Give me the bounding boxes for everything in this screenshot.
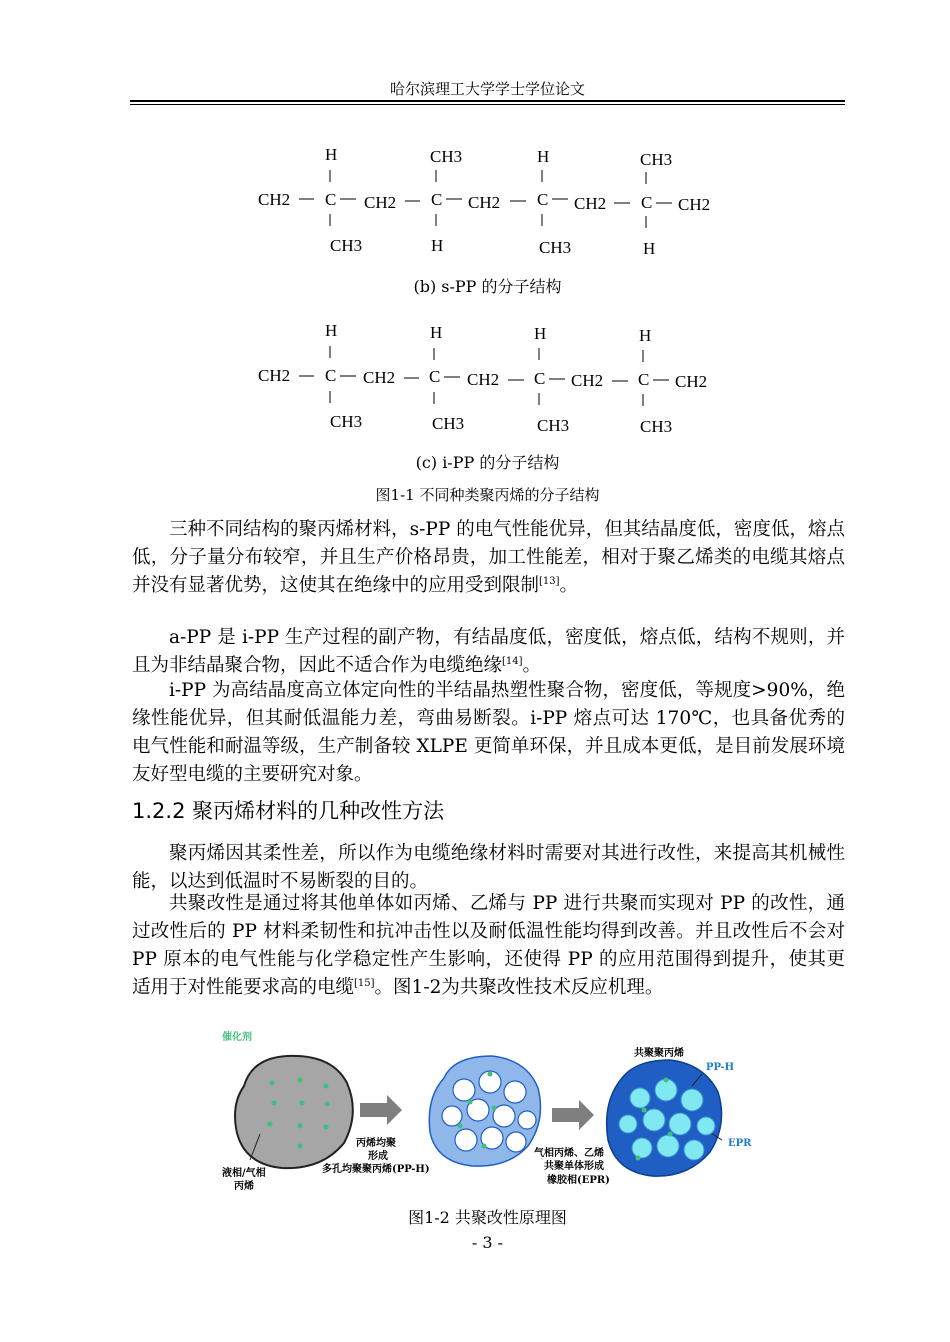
copolymer-mechanism-figure [222, 1028, 762, 1203]
i-pp-backbone-6: CH2 [571, 371, 604, 390]
i-pp-top-1: H [325, 321, 338, 340]
s-pp-top-4: CH3 [640, 150, 673, 169]
header-rule-thick [130, 100, 845, 102]
s-pp-caption: (b) s-PP 的分子结构 [413, 277, 562, 296]
i-pp-bottom-3: CH3 [537, 416, 570, 435]
pph-label: PP-H [706, 1062, 735, 1073]
s-pp-backbone-6: CH2 [574, 194, 607, 213]
i-pp-top-4: H [639, 326, 652, 345]
i-pp-top-2: H [430, 323, 443, 342]
paragraph-4 [132, 840, 845, 896]
s-pp-backbone-7: C [641, 193, 653, 212]
liquid-gas-label-2: 丙烯 [234, 1181, 254, 1192]
figure-1-2-caption: 图1-2 共聚改性原理图 [408, 1208, 567, 1227]
paragraph-4-text: 聚丙烯因其柔性差，所以作为电缆绝缘材料时需要对其进行改性，来提高其机械性能，以达到低温时不易断裂的目的。 [132, 843, 845, 892]
figure-1-1-caption: 图1-1 不同种类聚丙烯的分子结构 [375, 486, 600, 504]
s-pp-bottom-4: H [643, 239, 656, 258]
s-pp-backbone-4: CH2 [468, 193, 501, 212]
s-pp-top-1: H [325, 145, 338, 164]
i-pp-backbone-5: C [534, 369, 546, 388]
s-pp-backbone-5: C [537, 190, 549, 209]
paragraph-3-text: i-PP 为高结晶度高立体定向性的半结晶热塑性聚合物，密度低，等规度>90%，绝缘性能优异，但其耐低温能力差，弯曲易断裂。i-PP 熔点可达 170℃，也具备优秀的电气性能和耐温等级，生产制备较 XLPE 更简单环保，并且成本更低，是目前发展环境友好型电缆的主要研究对象。 [132, 680, 845, 785]
s-pp-top-3: H [537, 147, 550, 166]
paragraph-5-text: 共聚改性是通过将其他单体如丙烯、乙烯与 PP 进行共聚而实现对 PP 的改性，通过改性后的 PP 材料柔韧性和抗冲击性以及耐低温性能均得到改善。并且改性后不会对 PP 原本的电气性能与化学稳定性产生影响，还使得 PP 的应用范围得到提升，使其更适用于对性能要求高的电缆 [132, 893, 845, 998]
i-pp-backbone-3: C [429, 367, 441, 386]
catalyst-label: 催化剂 [222, 1032, 252, 1043]
paragraph-1-text: 三种不同结构的聚丙烯材料，s-PP 的电气性能优异，但其结晶度低，密度低，熔点低，分子量分布较窄，并且生产价格昂贵，加工性能差，相对于聚乙烯类的电缆其熔点并没有显著优势，这使其在绝缘中的应用受到限制 [132, 519, 845, 596]
s-pp-backbone-8: CH2 [678, 195, 711, 214]
i-pp-bottom-1: CH3 [330, 412, 363, 431]
paragraph-1-end: 。 [559, 575, 579, 596]
i-pp-structure [250, 316, 730, 436]
liquid-gas-label-1: 液相/气相 [222, 1168, 266, 1179]
i-pp-bottom-4: CH3 [640, 417, 673, 436]
arrow-2 [552, 1100, 594, 1130]
s-pp-bottom-1: CH3 [330, 236, 363, 255]
i-pp-backbone-2: CH2 [363, 368, 396, 387]
grey-particle [235, 1056, 353, 1168]
citation-15: [15] [354, 977, 375, 989]
s-pp-bottom-3: CH3 [539, 238, 572, 257]
s-pp-backbone-2: CH2 [364, 193, 397, 212]
s-pp-backbone-1: C [325, 190, 337, 209]
s-pp-backbone-0: CH2 [258, 190, 291, 209]
i-pp-backbone-1: C [325, 366, 337, 385]
paragraph-5-end: 。图1-2为共聚改性技术反应机理。 [374, 977, 664, 998]
copolymer-label: 共聚聚丙烯 [634, 1048, 684, 1059]
s-pp-structure [250, 140, 730, 260]
paragraph-5 [132, 890, 845, 1002]
paragraph-2-text: a-PP 是 i-PP 生产过程的副产物，有结晶度低，密度低，熔点低，结构不规则，并且为非结晶聚合物，因此不适合作为电缆绝缘 [132, 627, 845, 676]
i-pp-bottom-2: CH3 [432, 414, 465, 433]
arrow-2-label-1: 气相丙烯、乙烯 [534, 1148, 604, 1159]
section-heading: 1.2.2 聚丙烯材料的几种改性方法 [132, 799, 445, 823]
page-number: - 3 - [471, 1233, 504, 1252]
citation-14: [14] [502, 655, 523, 667]
arrow-2-label-3: 橡胶相(EPR) [547, 1175, 610, 1186]
arrow-1 [360, 1095, 402, 1125]
i-pp-caption: (c) i-PP 的分子结构 [415, 453, 560, 472]
header-rule-thin [130, 104, 845, 105]
s-pp-backbone-3: C [431, 190, 443, 209]
citation-13: [13] [539, 575, 560, 587]
i-pp-backbone-7: C [638, 370, 650, 389]
page-header: 哈尔滨理工大学学士学位论文 [389, 80, 585, 98]
arrow-1-label-2: 形成 [368, 1151, 388, 1162]
arrow-1-label-1: 丙烯均聚 [356, 1138, 396, 1149]
paragraph-2-end: 。 [522, 655, 542, 676]
i-pp-top-3: H [534, 324, 547, 343]
arrow-2-label-2: 共聚单体形成 [544, 1161, 604, 1172]
paragraph-3 [132, 677, 845, 789]
epr-label: EPR [728, 1138, 752, 1149]
i-pp-backbone-8: CH2 [675, 372, 708, 391]
arrow-1-label-3: 多孔均聚聚丙烯(PP-H) [322, 1164, 430, 1175]
s-pp-top-2: CH3 [430, 147, 463, 166]
s-pp-bottom-2: H [431, 236, 444, 255]
i-pp-backbone-4: CH2 [467, 370, 500, 389]
paragraph-2 [132, 624, 845, 680]
paragraph-1 [132, 516, 845, 600]
i-pp-backbone-0: CH2 [258, 366, 291, 385]
